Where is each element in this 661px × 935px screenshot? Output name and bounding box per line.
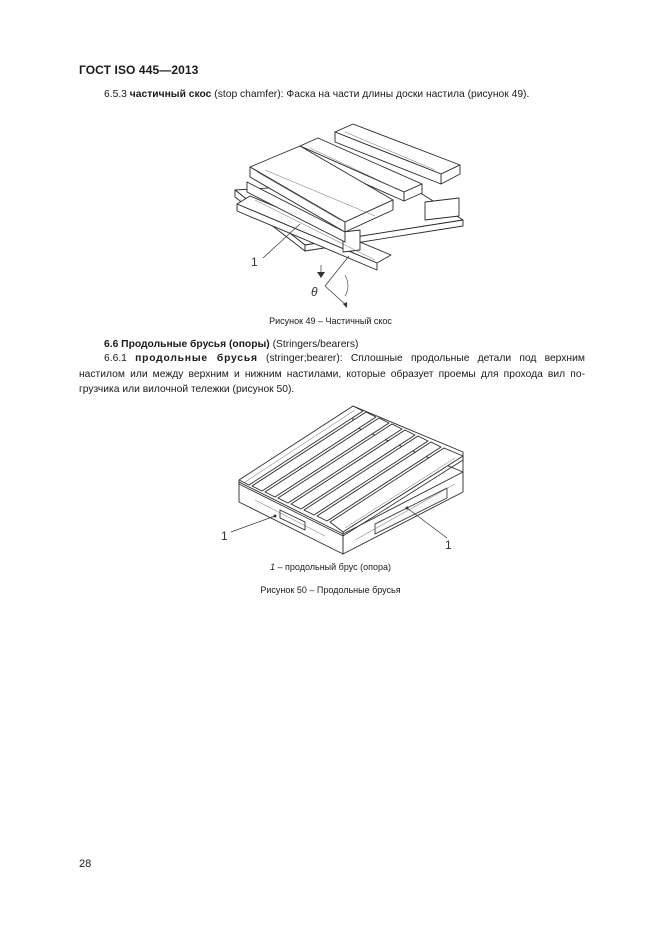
page-number: 28 <box>79 858 92 870</box>
term: продольные брусья <box>135 353 258 364</box>
term-english: (stringer;bearer): <box>265 353 343 364</box>
figure-50-legend <box>0 562 661 572</box>
paragraph-6-5-3 <box>104 87 529 103</box>
block <box>343 230 360 252</box>
figure-49-caption: Рисунок 49 – Частичный скос <box>269 316 392 326</box>
paragraph-6-6-1-line-1 <box>104 351 585 367</box>
clause-number: 6.6.1 <box>104 353 127 364</box>
term: частичный скос <box>129 89 212 100</box>
legend-number: 1 <box>269 562 275 572</box>
paragraph-6-6-1-line-3: грузчика или вилочной тележки (рисунок 50). <box>79 384 295 395</box>
label-1-right: 1 <box>445 538 452 552</box>
section-title-english: (Stringers/bearers) <box>272 339 359 350</box>
figure-49-stop-chamfer <box>225 120 475 310</box>
figure-50-stringers <box>215 404 475 562</box>
section-title: 6.6 Продольные брусья (опоры) <box>104 339 270 350</box>
definition-text: Сплошные продольные детали под верхним <box>350 353 585 364</box>
definition-text: Фаска на части длины доски настила (рисунок 49). <box>286 89 530 100</box>
paragraph-6-6-1-line-2: настилом или между верхним и нижним настилами, которые образует проемы для прохода вил по- <box>79 369 585 380</box>
block <box>425 198 459 220</box>
label-1-left: 1 <box>221 529 228 543</box>
legend-text: – продольный брус (опора) <box>275 562 392 572</box>
label-1: 1 <box>251 255 258 269</box>
figure-50-caption: Рисунок 50 – Продольные брусья <box>260 585 401 595</box>
document-header: ГОСТ ISO 445—2013 <box>79 63 199 77</box>
angle-theta-label: θ <box>311 285 318 299</box>
term-english: (stop chamfer): <box>214 89 284 100</box>
clause-number: 6.5.3 <box>104 89 127 100</box>
